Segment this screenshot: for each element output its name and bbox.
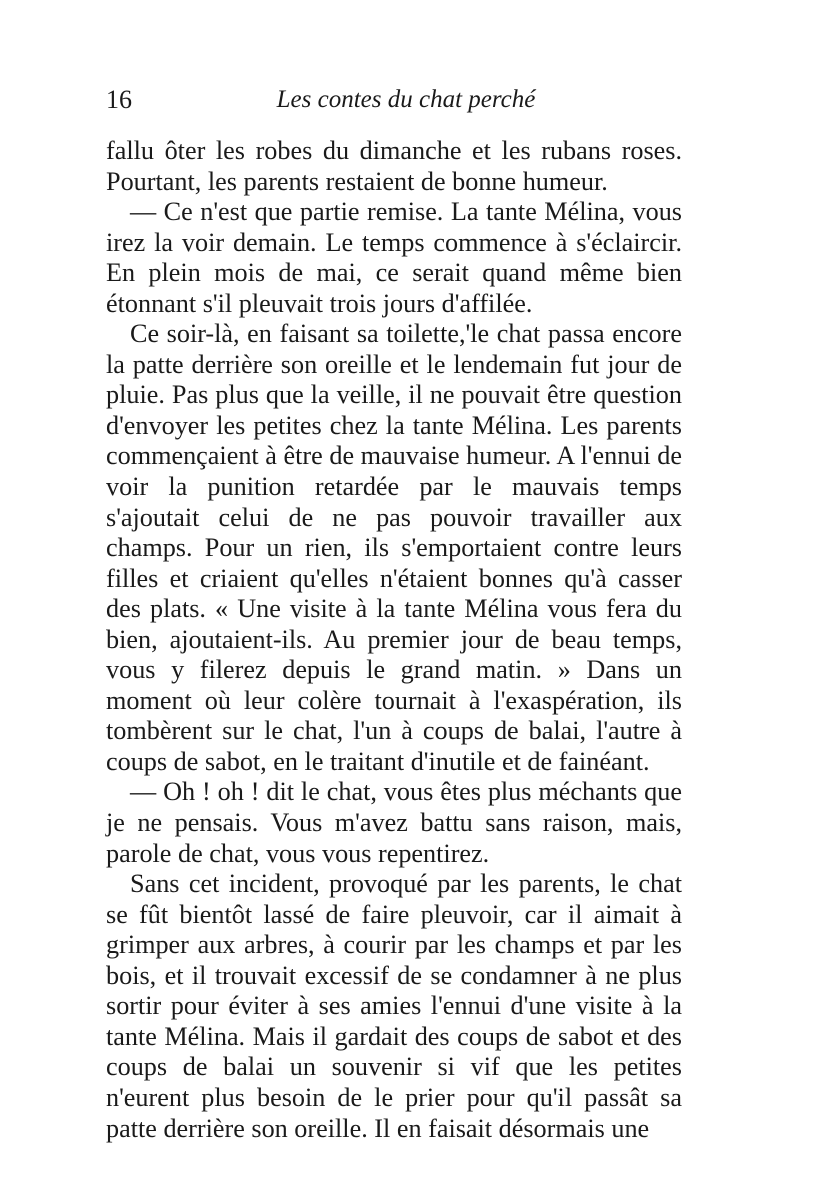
paragraph-dialogue-parents: — Ce n'est que partie remise. La tante Mélina, vous irez la voir demain. Le temps commence à s'éclaircir. En plein mois de mai, ce serait quand même bien étonnant s'il pleuvait trois jours d'affilée. (106, 197, 682, 318)
body-text (106, 136, 682, 1144)
paragraph-dialogue-cat: — Oh ! oh ! dit le chat, vous êtes plus méchants que je ne pensais. Vous m'avez battu sans raison, mais, parole de chat, vous vous repentirez. (106, 777, 682, 868)
paragraph-continuation: fallu ôter les robes du dimanche et les rubans roses. Pourtant, les parents restaient de bonne humeur. (106, 136, 682, 196)
paragraph-narration-rain: Ce soir-là, en faisant sa toilette,'le chat passa encore la patte derrière son oreille et le lendemain fut jour de pluie. Pas plus que la veille, il ne pouvait être question d'envoyer les petites chez la tante Mélina. Les parents commençaient à être de mauvaise humeur. A l'ennui de voir la punition retardée par le mauvais temps s'ajoutait celui de ne pas pouvoir travailler aux champs. Pour un rien, ils s'emportaient contre leurs filles et criaient qu'elles n'étaient bonnes qu'à casser des plats. « Une visite à la tante Mélina vous fera du bien, ajoutaient-ils. Au premier jour de beau temps, vous y filerez depuis le grand matin. » Dans un moment où leur colère tournait à l'exaspération, ils tombèrent sur le chat, l'un à coups de balai, l'autre à coups de sabot, en le traitant d'inutile et de fainéant. (106, 319, 682, 776)
paragraph-narration-cat: Sans cet incident, provoqué par les parents, le chat se fût bientôt lassé de faire pleuvoir, car il aimait à grimper aux arbres, à courir par les champs et par les bois, et il trouvait excessif de se condamner à ne plus sortir pour éviter à ses amies l'ennui d'une visite à la tante Mélina. Mais il gardait des coups de sabot et des coups de balai un souvenir si vif que les petites n'eurent plus besoin de le prier pour qu'il passât sa patte derrière son oreille. Il en faisait désormais une (106, 869, 682, 1143)
page-number: 16 (106, 85, 132, 114)
running-title: Les contes du chat perché (276, 86, 536, 113)
page-header (106, 84, 682, 124)
